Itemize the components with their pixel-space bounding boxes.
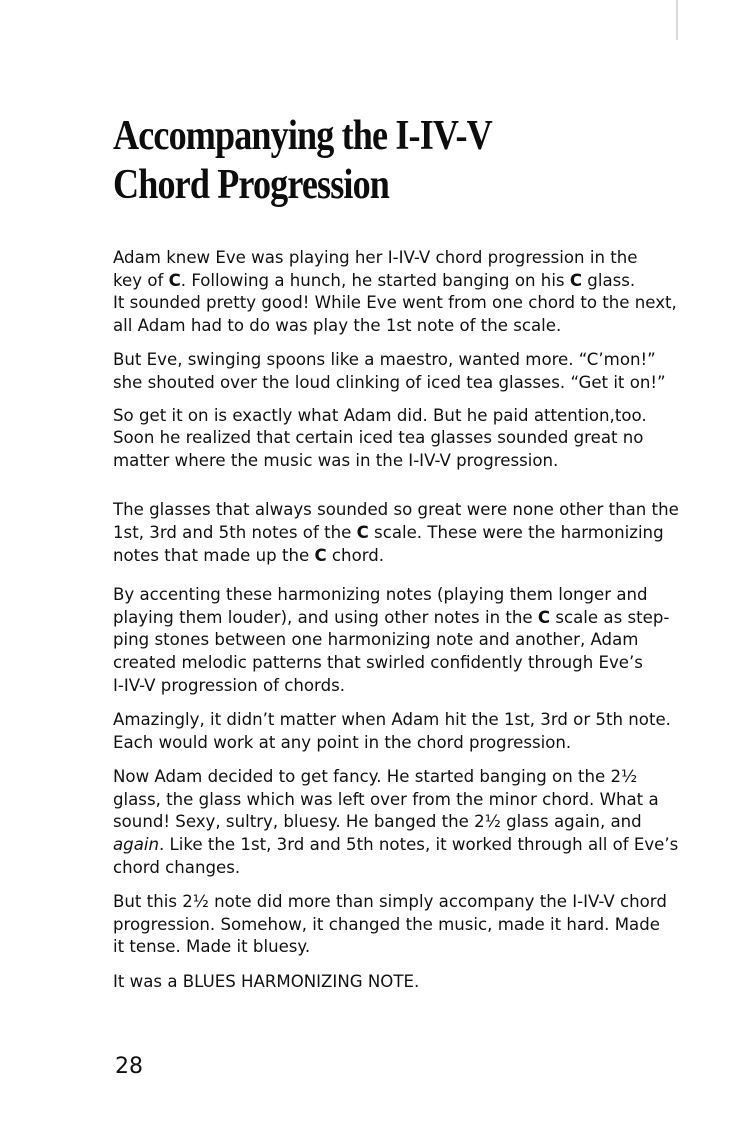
text-line: It sounded pretty good! While Eve went from one chord to the next, (113, 293, 677, 313)
bold-text: C (356, 522, 369, 542)
text-line: ping stones between one harmonizing note and another, Adam (113, 630, 639, 650)
text-line: I-IV-V progression of chords. (113, 675, 346, 695)
text-line: 1st, 3rd and 5th notes of the C scale. These were the harmonizing (113, 522, 664, 542)
text-line: it tense. Made it bluesy. (113, 937, 311, 957)
paragraph (113, 247, 677, 337)
text-line: sound! Sexy, sultry, bluesy. He banged the 2½ glass again, and (113, 812, 642, 832)
text-line: So get it on is exactly what Adam did. But he paid attention,too. (113, 405, 647, 425)
text-line: playing them louder), and using other notes in the C scale as step- (113, 607, 670, 627)
text-line: notes that made up the C chord. (113, 545, 385, 565)
text-line: all Adam had to do was play the 1st note of the scale. (113, 315, 562, 335)
text-line: But Eve, swinging spoons like a maestro, wanted more. “C’mon!” (113, 350, 656, 370)
body-text (113, 247, 679, 994)
paragraph-gap (113, 395, 663, 405)
text-line: again. Like the 1st, 3rd and 5th notes, it worked through all of Eve’s (113, 835, 679, 855)
text-line: she shouted over the loud clinking of iced tea glasses. “Get it on!” (113, 372, 666, 392)
text-line: progression. Somehow, it changed the music, made it hard. Made (113, 914, 660, 934)
text-line: Adam knew Eve was playing her I-IV-V chord progression in the (113, 248, 638, 267)
text-line: Soon he realized that certain iced tea glasses sounded great no (113, 428, 644, 448)
text-line: created melodic patterns that swirled confidently through Eve’s (113, 652, 643, 672)
paragraph-gap (113, 959, 663, 971)
paragraph (113, 349, 666, 394)
italic-text: again (113, 835, 159, 855)
paragraph-gap (113, 754, 663, 766)
text-line: Each would work at any point in the chord progression. (113, 732, 572, 752)
paragraph (113, 971, 663, 994)
paragraph-gap (113, 697, 663, 709)
text-line: By accenting these harmonizing notes (playing them longer and (113, 585, 648, 605)
bold-text: C (537, 607, 551, 627)
bold-text: C (168, 270, 181, 290)
paragraph-gap (113, 337, 663, 349)
page-number: 28 (115, 1054, 143, 1079)
paragraph-gap (113, 879, 663, 891)
paragraph (113, 584, 670, 697)
paragraph (113, 891, 667, 959)
text-line: Amazingly, it didn’t matter when Adam hit the 1st, 3rd or 5th note. (113, 710, 671, 730)
paragraph (113, 499, 679, 567)
text-line: key of C. Following a hunch, he started banging on his C glass. (113, 270, 636, 290)
text-line: The glasses that always sounded so great were none other than the (113, 500, 679, 520)
text-line: glass, the glass which was left over from the minor chord. What a (113, 789, 659, 809)
page-edge-mark (676, 0, 678, 40)
paragraph (113, 709, 671, 754)
text-line: matter where the music was in the I-IV-V progression. (113, 450, 559, 470)
paragraph-gap (113, 472, 663, 499)
text-line: chord changes. (113, 857, 241, 877)
text-line: But this 2½ note did more than simply accompany the I-IV-V chord (113, 892, 667, 912)
bold-text: C (569, 270, 583, 290)
paragraph (113, 766, 679, 879)
text-line: It was a BLUES HARMONIZING NOTE. (113, 972, 420, 992)
paragraph-gap (113, 567, 663, 584)
page-title: Accompanying the I-IV-V Chord Progression (113, 113, 492, 208)
text-line: Now Adam decided to get fancy. He started banging on the 2½ (113, 767, 638, 787)
bold-text: C (314, 545, 327, 565)
paragraph (113, 405, 663, 473)
